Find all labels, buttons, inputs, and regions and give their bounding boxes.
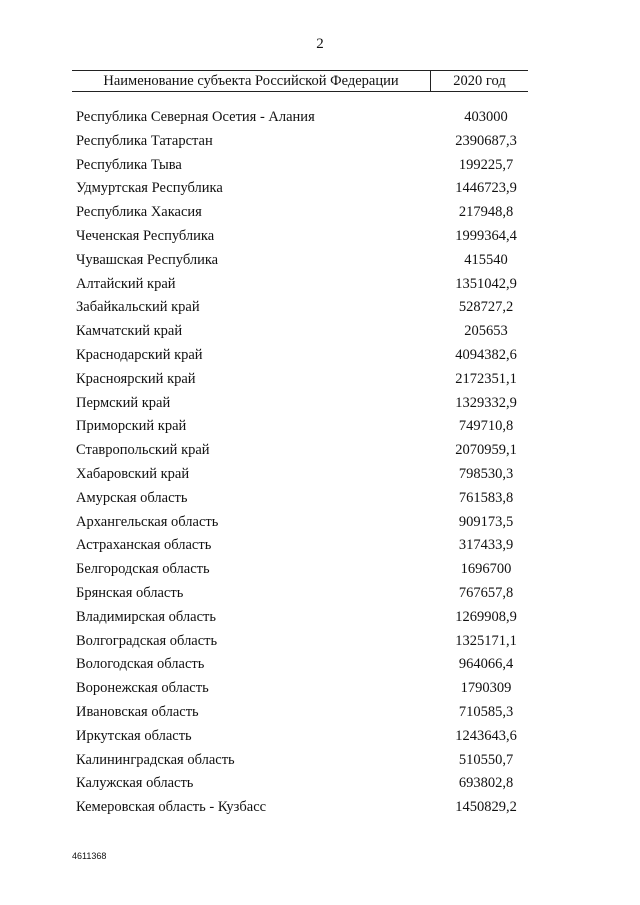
subject-name: Ивановская область [76,703,199,720]
table-row [72,582,528,606]
table-row [72,487,528,511]
value-2020: 2172351,1 [455,370,517,387]
table-body [72,106,528,820]
value-2020: 199225,7 [458,156,514,173]
table-row [72,511,528,535]
value-2020: 1329332,9 [455,394,517,411]
value-2020: 317433,9 [458,537,514,554]
document-code: 4611368 [72,851,107,861]
subject-name: Республика Северная Осетия - Алания [76,109,315,125]
subject-name: Чувашская Республика [76,251,219,268]
table-row [72,130,528,154]
table-row [72,154,528,178]
table-row [72,225,528,249]
table-row [72,749,528,773]
value-2020: 1243643,6 [455,727,517,744]
value-2020: 1446723,9 [455,180,517,197]
value-2020: 1790309 [460,680,512,697]
table-row [72,796,528,820]
subject-name: Республика Хакасия [76,204,202,221]
value-2020: 1450829,2 [455,799,517,816]
value-2020: 767657,8 [458,584,514,601]
subject-name: Хабаровский край [76,465,190,482]
value-2020: 1325171,1 [455,632,517,649]
page-number: 2 [316,36,324,52]
table-row [72,606,528,630]
value-2020: 403000 [464,109,508,125]
subject-name: Белгородская область [76,561,210,578]
value-2020: 217948,8 [458,204,514,221]
subject-name: Волгоградская область [76,632,218,649]
value-2020: 510550,7 [458,751,514,768]
value-2020: 693802,8 [458,775,514,792]
subject-name: Камчатский край [76,323,183,340]
value-2020: 1351042,9 [455,275,517,292]
subject-name: Амурская область [76,489,188,506]
value-2020: 528727,2 [458,299,514,316]
subject-name: Республика Тыва [76,156,182,173]
table-row [72,392,528,416]
value-2020: 1999364,4 [455,227,517,244]
subject-name: Пермский край [76,394,171,411]
column-header-year: 2020 год [453,73,506,89]
table-row [72,106,528,130]
subject-name: Приморский край [76,418,187,435]
subject-name: Брянская область [76,584,184,601]
table-row [72,534,528,558]
subject-name: Владимирская область [76,608,216,625]
value-2020: 798530,3 [458,465,514,482]
subject-name: Воронежская область [76,680,209,697]
table-row [72,439,528,463]
value-2020: 761583,8 [458,489,514,506]
table-row [72,630,528,654]
value-2020: 964066,4 [458,656,514,673]
table-row [72,725,528,749]
table-row [72,677,528,701]
table-row [72,177,528,201]
subject-name: Иркутская область [76,727,192,744]
table-row [72,701,528,725]
value-2020: 1696700 [460,561,512,578]
subject-name: Красноярский край [76,370,196,387]
table-row [72,296,528,320]
subject-name: Краснодарский край [76,346,203,363]
value-2020: 415540 [464,251,508,268]
subject-name: Забайкальский край [76,299,200,316]
subject-name: Архангельская область [76,513,219,530]
table-row [72,201,528,225]
value-2020: 2070959,1 [455,442,517,459]
subject-name: Республика Татарстан [76,132,213,149]
table-row [72,368,528,392]
subject-name: Астраханская область [76,537,212,554]
value-2020: 1269908,9 [455,608,517,625]
table-row [72,249,528,273]
table-row [72,320,528,344]
value-2020: 205653 [464,323,508,340]
table-row [72,772,528,796]
subject-name: Удмуртская Республика [76,180,223,197]
table-row [72,415,528,439]
table-row [72,463,528,487]
value-2020: 909173,5 [458,513,514,530]
table-row [72,558,528,582]
subject-name: Алтайский край [76,275,176,292]
subject-name: Калининградская область [76,751,235,768]
table-header [72,70,528,92]
subject-name: Чеченская Республика [76,227,215,244]
table-row [72,273,528,297]
subject-name: Кемеровская область - Кузбасс [76,799,267,816]
table-row [72,653,528,677]
value-2020: 4094382,6 [455,346,517,363]
subject-name: Калужская область [76,775,194,792]
value-2020: 2390687,3 [455,132,517,149]
value-2020: 710585,3 [458,703,514,720]
subject-name: Ставропольский край [76,442,210,459]
subject-name: Вологодская область [76,656,205,673]
value-2020: 749710,8 [458,418,514,435]
table-row [72,344,528,368]
column-header-subject: Наименование субъекта Российской Федерации [72,71,431,91]
